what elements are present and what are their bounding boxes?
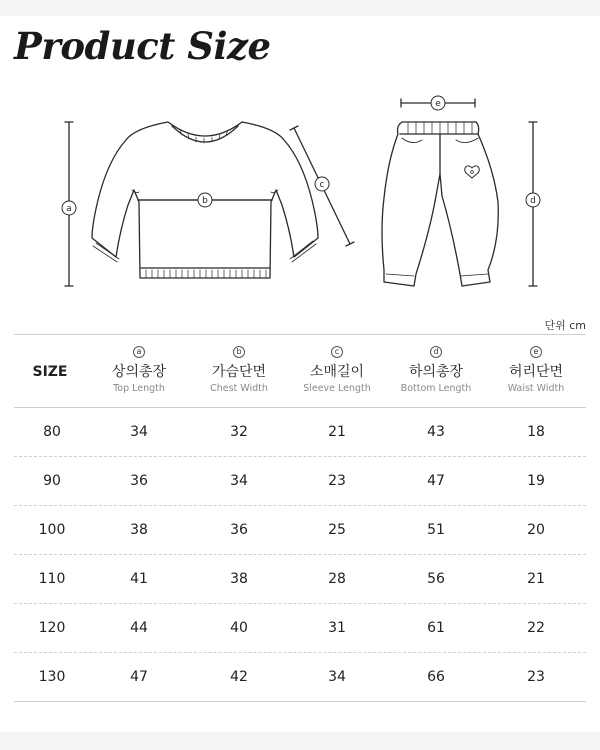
column-marker: b <box>233 346 245 358</box>
top-length-cell: 36 <box>130 473 148 489</box>
waist-width-cell: 21 <box>527 571 545 587</box>
column-label-ko: 소매길이 <box>309 364 365 380</box>
table-row <box>14 555 586 604</box>
table-row <box>14 653 586 702</box>
column-label-ko: 하의총장 <box>408 364 464 380</box>
unit-label: 단위 cm <box>544 319 586 332</box>
size-cell: 100 <box>38 522 66 538</box>
page-title: Product Size <box>14 24 271 68</box>
column-marker: a <box>133 346 145 358</box>
column-label-ko: 상의총장 <box>111 364 167 380</box>
column-marker: c <box>331 346 343 358</box>
bottom-length-cell: 66 <box>427 669 445 685</box>
column-label-en: Sleeve Length <box>303 383 371 394</box>
size-table <box>14 334 586 702</box>
bottom-length-cell: 51 <box>427 522 445 538</box>
size-column-header: SIZE <box>32 364 68 380</box>
column-header-bottom-length <box>386 335 486 409</box>
top-length-cell: 47 <box>130 669 148 685</box>
column-header-sleeve-length <box>287 335 387 409</box>
table-row <box>14 604 586 653</box>
sleeve-length-cell: 21 <box>328 424 346 440</box>
size-cell: 80 <box>43 424 61 440</box>
waist-width-cell: 23 <box>527 669 545 685</box>
table-row <box>14 506 586 555</box>
chest-width-cell: 40 <box>230 620 248 636</box>
waist-width-cell: 20 <box>527 522 545 538</box>
chest-width-cell: 42 <box>230 669 248 685</box>
top-band <box>0 0 600 16</box>
bottom-band <box>0 732 600 750</box>
top-length-cell: 44 <box>130 620 148 636</box>
top-length-cell: 38 <box>130 522 148 538</box>
sleeve-length-cell: 28 <box>328 571 346 587</box>
column-label-en: Chest Width <box>210 383 268 394</box>
column-marker: e <box>530 346 542 358</box>
column-label-en: Top Length <box>113 383 165 394</box>
pants-illustration <box>382 122 498 286</box>
marker-b-label: b <box>202 196 208 206</box>
size-cell: 120 <box>38 620 66 636</box>
waist-width-cell: 19 <box>527 473 545 489</box>
bottom-length-cell: 47 <box>427 473 445 489</box>
garment-illustrations <box>0 99 600 300</box>
bottom-length-cell: 61 <box>427 620 445 636</box>
size-cell: 110 <box>38 571 66 587</box>
chest-width-cell: 34 <box>230 473 248 489</box>
size-cell: 130 <box>38 669 66 685</box>
marker-d-label: d <box>530 196 536 206</box>
heart-logo-icon <box>465 166 480 178</box>
column-header-chest-width <box>189 335 289 409</box>
chest-width-cell: 36 <box>230 522 248 538</box>
table-row <box>14 408 586 457</box>
column-header-waist-width <box>486 335 586 409</box>
sleeve-length-cell: 34 <box>328 669 346 685</box>
waist-width-cell: 22 <box>527 620 545 636</box>
marker-e-label: e <box>435 99 441 109</box>
bottom-length-cell: 56 <box>427 571 445 587</box>
column-label-en: Waist Width <box>507 383 565 394</box>
top-length-cell: 34 <box>130 424 148 440</box>
size-cell: 90 <box>43 473 61 489</box>
sleeve-length-cell: 31 <box>328 620 346 636</box>
sleeve-length-cell: 23 <box>328 473 346 489</box>
column-label-ko: 허리단면 <box>508 364 564 380</box>
sleeve-length-cell: 25 <box>328 522 346 538</box>
column-label-en: Bottom Length <box>400 383 472 394</box>
table-header <box>14 334 586 408</box>
column-marker: d <box>430 346 442 358</box>
marker-c-label: c <box>319 180 325 190</box>
column-header-top-length <box>89 335 189 409</box>
chest-width-cell: 38 <box>230 571 248 587</box>
top-length-cell: 41 <box>130 571 148 587</box>
chest-width-cell: 32 <box>230 424 248 440</box>
waist-width-cell: 18 <box>527 424 545 440</box>
table-row <box>14 457 586 506</box>
column-label-ko: 가슴단면 <box>211 364 267 380</box>
bottom-length-cell: 43 <box>427 424 445 440</box>
marker-a-label: a <box>66 204 72 214</box>
